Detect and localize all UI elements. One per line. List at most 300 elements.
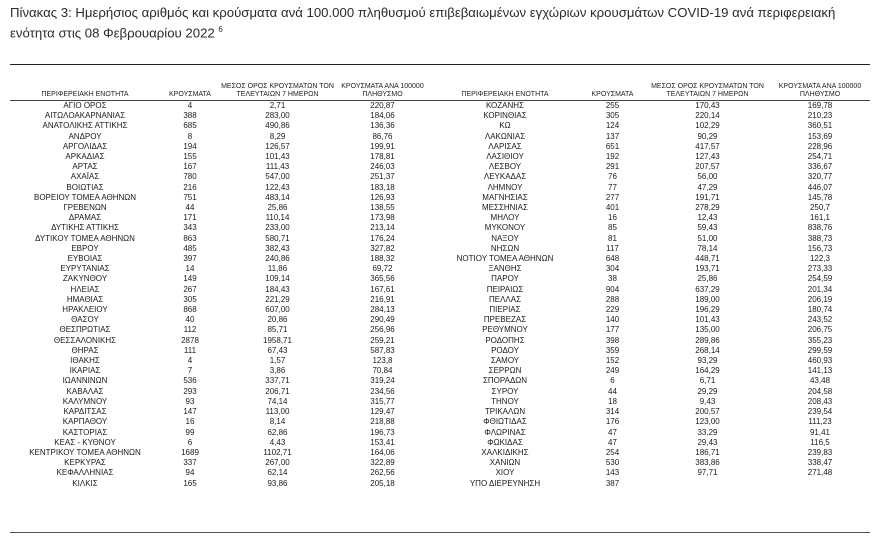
table-row bbox=[10, 254, 870, 264]
left-per100k-cell: 173,98 bbox=[370, 213, 395, 223]
right-per100k-cell: 388,73 bbox=[807, 233, 833, 243]
table-row bbox=[10, 142, 870, 152]
right-region-cell: ΠΕΛΛΑΣ bbox=[488, 294, 522, 304]
right-per100k-cell: 273,33 bbox=[807, 264, 833, 274]
right-region-cell: ΝΑΞΟΥ bbox=[491, 233, 519, 243]
left-cases-cell: 780 bbox=[183, 172, 197, 182]
right-cases-cell: 18 bbox=[608, 396, 617, 406]
table-caption-text: Πίνακας 3: Ημερήσιος αριθμός και κρούσματα ανά 100.000 πληθυσμού επιβεβαιωμένων εγχώριων κρουσμάτων COVID-19 ανά περιφερειακή ενότητα στις 08 Φεβρουαρίου 2022 bbox=[10, 5, 836, 41]
header-avg7-left: ΜΕΣΟΣ ΟΡΟΣ ΚΡΟΥΣΜΑΤΩΝ ΤΟΝ ΤΕΛΕΥΤΑΙΩΝ 7 ΗΜΕΡΩΝ bbox=[220, 80, 335, 101]
left-avg7-cell: 483,14 bbox=[265, 192, 290, 202]
table-row bbox=[10, 111, 870, 121]
left-cases-cell: 93 bbox=[185, 396, 195, 406]
right-region-cell: ΚΩ bbox=[499, 121, 511, 131]
left-region-cell: ΘΗΡΑΣ bbox=[71, 345, 99, 355]
right-per100k-cell: 122,3 bbox=[809, 254, 831, 264]
right-cases-cell: 81 bbox=[608, 233, 617, 243]
right-per100k-cell: 180,74 bbox=[807, 305, 833, 315]
table-row bbox=[10, 387, 870, 397]
right-avg7-cell: 97,71 bbox=[697, 468, 718, 478]
right-avg7-cell: 33,29 bbox=[697, 427, 718, 437]
right-region-cell: ΛΕΥΚΑΔΑΣ bbox=[483, 172, 527, 182]
table-top-rule bbox=[10, 64, 870, 65]
left-per100k-cell: 259,21 bbox=[370, 335, 395, 345]
right-avg7-cell: 448,71 bbox=[695, 254, 720, 264]
left-per100k-cell: 315,77 bbox=[370, 396, 395, 406]
table-bottom-rule bbox=[10, 532, 870, 533]
right-avg7-cell: 289,86 bbox=[695, 335, 720, 345]
left-region-cell: ΘΕΣΠΡΩΤΙΑΣ bbox=[59, 325, 111, 335]
left-per100k-cell: 256,96 bbox=[370, 325, 395, 335]
right-region-cell: ΡΟΔΟΠΗΣ bbox=[485, 335, 525, 345]
right-cases-cell: 314 bbox=[605, 407, 620, 417]
left-cases-cell: 293 bbox=[183, 386, 197, 396]
right-cases-cell: 648 bbox=[605, 254, 620, 264]
right-avg7-cell bbox=[645, 479, 770, 489]
left-cases-cell: 111 bbox=[183, 345, 197, 355]
right-region-cell: ΧΑΛΚΙΔΙΚΗΣ bbox=[481, 447, 529, 457]
right-cases-cell: 140 bbox=[605, 315, 620, 325]
right-per100k-cell: 111,23 bbox=[808, 417, 832, 427]
right-cases-cell: 44 bbox=[608, 386, 617, 396]
right-per100k-cell: 336,67 bbox=[807, 162, 833, 172]
left-avg7-cell: 109,14 bbox=[265, 274, 290, 284]
left-per100k-cell: 290,49 bbox=[370, 315, 395, 325]
left-region-cell: ΔΡΑΜΑΣ bbox=[68, 213, 102, 223]
table-row bbox=[10, 264, 870, 274]
header-cases-left: ΚΡΟΥΣΜΑΤΑ bbox=[160, 80, 220, 101]
right-avg7-cell: 189,00 bbox=[695, 294, 720, 304]
right-cases-cell: 177 bbox=[605, 325, 620, 335]
right-cases-cell: 305 bbox=[605, 111, 620, 121]
right-region-cell: ΛΑΡΙΣΑΣ bbox=[488, 141, 522, 151]
left-cases-cell: 8 bbox=[187, 131, 193, 141]
left-cases-cell: 165 bbox=[183, 478, 197, 488]
left-per100k-cell: 126,93 bbox=[370, 192, 395, 202]
table-row bbox=[10, 193, 870, 203]
right-per100k-cell: 201,34 bbox=[807, 284, 833, 294]
left-region-cell: ΒΟΙΩΤΙΑΣ bbox=[66, 182, 104, 192]
left-per100k-cell: 322,89 bbox=[370, 458, 395, 468]
right-avg7-cell: 170,43 bbox=[695, 101, 720, 110]
table-row bbox=[10, 325, 870, 335]
left-avg7-cell: 111,43 bbox=[265, 162, 290, 172]
left-per100k-cell: 129,47 bbox=[370, 407, 395, 417]
left-avg7-cell: 3,86 bbox=[269, 366, 286, 376]
right-region-cell: ΣΑΜΟΥ bbox=[490, 356, 520, 366]
right-region-cell: ΠΑΡΟΥ bbox=[491, 274, 519, 284]
right-region-cell: ΠΕΙΡΑΙΩΣ bbox=[486, 284, 524, 294]
right-avg7-cell: 135,00 bbox=[695, 325, 720, 335]
right-region-cell: ΥΠΟ ΔΙΕΡΕΥΝΗΣΗ bbox=[469, 478, 541, 488]
left-cases-cell: 16 bbox=[185, 417, 195, 427]
left-region-cell: ΙΚΑΡΙΑΣ bbox=[69, 366, 101, 376]
table-row bbox=[10, 162, 870, 172]
left-per100k-cell: 176,24 bbox=[370, 233, 395, 243]
left-avg7-cell: 20,86 bbox=[267, 315, 288, 325]
right-cases-cell: 192 bbox=[605, 152, 620, 162]
right-per100k-cell: 239,54 bbox=[807, 407, 833, 417]
right-per100k-cell: 320,77 bbox=[807, 172, 833, 182]
right-avg7-cell: 25,86 bbox=[697, 274, 718, 284]
left-region-cell: ΘΑΣΟΥ bbox=[71, 315, 99, 325]
left-avg7-cell: 113,00 bbox=[265, 407, 290, 417]
table-row bbox=[10, 152, 870, 162]
right-cases-cell: 398 bbox=[605, 335, 620, 345]
right-avg7-cell: 207,57 bbox=[695, 162, 720, 172]
right-cases-cell: 387 bbox=[605, 478, 620, 488]
right-per100k-cell: 254,71 bbox=[807, 152, 833, 162]
covid-cases-table bbox=[10, 80, 870, 489]
table-row bbox=[10, 132, 870, 142]
right-cases-cell: 152 bbox=[605, 356, 620, 366]
left-avg7-cell: 93,86 bbox=[267, 478, 288, 488]
right-cases-cell: 85 bbox=[608, 223, 617, 233]
right-per100k-cell: 43,48 bbox=[809, 376, 831, 386]
left-avg7-cell: 206,71 bbox=[265, 386, 290, 396]
right-per100k-cell: 460,93 bbox=[807, 356, 833, 366]
right-cases-cell: 124 bbox=[605, 121, 620, 131]
right-per100k-cell: 838,76 bbox=[807, 223, 833, 233]
table-row bbox=[10, 376, 870, 386]
left-avg7-cell: 184,43 bbox=[265, 284, 290, 294]
left-per100k-cell: 365,56 bbox=[370, 274, 395, 284]
right-avg7-cell: 186,71 bbox=[695, 447, 720, 457]
left-cases-cell: 397 bbox=[183, 254, 197, 264]
right-avg7-cell: 278,29 bbox=[695, 203, 720, 213]
left-cases-cell: 1689 bbox=[181, 447, 199, 457]
left-cases-cell: 171 bbox=[183, 213, 197, 223]
right-region-cell: ΣΥΡΟΥ bbox=[491, 386, 519, 396]
right-per100k-cell: 206,19 bbox=[807, 294, 833, 304]
right-cases-cell: 16 bbox=[608, 213, 617, 223]
left-region-cell: ΒΟΡΕΙΟΥ ΤΟΜΕΑ ΑΘΗΝΩΝ bbox=[33, 192, 137, 202]
right-cases-cell: 137 bbox=[605, 131, 620, 141]
table-body bbox=[10, 101, 870, 489]
left-cases-cell: 536 bbox=[183, 376, 197, 386]
left-per100k-cell: 216,91 bbox=[370, 294, 395, 304]
table-row bbox=[10, 234, 870, 244]
left-per100k-cell: 70,84 bbox=[372, 366, 393, 376]
left-per100k-cell: 183,18 bbox=[370, 182, 395, 192]
left-avg7-cell: 8,14 bbox=[269, 417, 286, 427]
right-cases-cell: 77 bbox=[608, 182, 617, 192]
left-cases-cell: 44 bbox=[185, 203, 195, 213]
right-per100k-cell: 250,7 bbox=[809, 203, 831, 213]
left-cases-cell: 868 bbox=[183, 305, 197, 315]
left-region-cell: ΑΓΙΟ ΟΡΟΣ bbox=[63, 101, 107, 110]
right-avg7-cell: 220,14 bbox=[695, 111, 720, 121]
right-region-cell: ΧΙΟΥ bbox=[495, 468, 515, 478]
header-per100k-right: ΚΡΟΥΣΜΑΤΑ ΑΝΑ 100000 ΠΛΗΘΥΣΜΟ bbox=[770, 80, 870, 101]
left-avg7-cell: 4,43 bbox=[269, 437, 286, 447]
right-per100k-cell: 161,1 bbox=[809, 213, 831, 223]
right-cases-cell: 530 bbox=[605, 458, 620, 468]
left-region-cell: ΑΝΑΤΟΛΙΚΗΣ ΑΤΤΙΚΗΣ bbox=[42, 121, 128, 131]
right-cases-cell: 904 bbox=[605, 284, 620, 294]
right-region-cell: ΡΟΔΟΥ bbox=[491, 345, 519, 355]
right-region-cell: ΜΗΛΟΥ bbox=[490, 213, 520, 223]
left-avg7-cell: 11,86 bbox=[267, 264, 288, 274]
left-region-cell: ΚΕΑΣ - ΚΥΘΝΟΥ bbox=[54, 437, 116, 447]
right-avg7-cell: 637,29 bbox=[695, 284, 720, 294]
left-cases-cell: 155 bbox=[183, 152, 197, 162]
right-region-cell: ΝΟΤΙΟΥ ΤΟΜΕΑ ΑΘΗΝΩΝ bbox=[456, 254, 554, 264]
right-per100k-cell: 210,23 bbox=[807, 111, 833, 121]
right-cases-cell: 277 bbox=[605, 192, 620, 202]
table-row bbox=[10, 244, 870, 254]
right-per100k-cell: 254,59 bbox=[807, 274, 833, 284]
left-avg7-cell: 8,29 bbox=[269, 131, 286, 141]
left-region-cell: ΑΡΚΑΔΙΑΣ bbox=[65, 152, 105, 162]
footnote-marker: 6 bbox=[218, 25, 223, 34]
right-region-cell: ΚΟΖΑΝΗΣ bbox=[485, 101, 525, 110]
right-region-cell: ΠΡΕΒΕΖΑΣ bbox=[483, 315, 527, 325]
left-region-cell: ΑΡΤΑΣ bbox=[72, 162, 98, 172]
right-avg7-cell: 200,57 bbox=[695, 407, 720, 417]
right-avg7-cell: 9,43 bbox=[699, 396, 716, 406]
left-cases-cell: 685 bbox=[183, 121, 197, 131]
left-per100k-cell: 184,06 bbox=[370, 111, 395, 121]
right-avg7-cell: 196,29 bbox=[695, 305, 720, 315]
left-avg7-cell: 126,57 bbox=[265, 141, 290, 151]
left-cases-cell: 343 bbox=[183, 223, 197, 233]
left-avg7-cell: 101,43 bbox=[265, 152, 290, 162]
left-per100k-cell: 153,41 bbox=[370, 437, 395, 447]
left-region-cell: ΚΕΦΑΛΛΗΝΙΑΣ bbox=[56, 468, 114, 478]
header-per100k-left: ΚΡΟΥΣΜΑΤΑ ΑΝΑ 100000 ΠΛΗΘΥΣΜΟ bbox=[335, 80, 430, 101]
right-region-cell: ΛΕΣΒΟΥ bbox=[488, 162, 522, 172]
table-row bbox=[10, 428, 870, 438]
left-avg7-cell: 110,14 bbox=[265, 213, 290, 223]
left-avg7-cell: 1958,71 bbox=[263, 335, 292, 345]
left-avg7-cell: 67,43 bbox=[267, 345, 288, 355]
left-region-cell: ΑΝΔΡΟΥ bbox=[68, 131, 102, 141]
left-per100k-cell: 246,03 bbox=[370, 162, 395, 172]
table-row bbox=[10, 356, 870, 366]
left-per100k-cell: 262,56 bbox=[370, 468, 395, 478]
left-avg7-cell: 607,00 bbox=[265, 305, 290, 315]
left-region-cell: ΓΡΕΒΕΝΩΝ bbox=[63, 203, 107, 213]
left-avg7-cell: 490,86 bbox=[265, 121, 290, 131]
right-avg7-cell: 127,43 bbox=[695, 152, 720, 162]
right-per100k-cell: 355,23 bbox=[807, 335, 833, 345]
left-cases-cell: 4 bbox=[187, 356, 193, 366]
right-region-cell: ΦΛΩΡΙΝΑΣ bbox=[484, 427, 526, 437]
left-per100k-cell: 284,13 bbox=[370, 305, 395, 315]
table-row bbox=[10, 479, 870, 489]
right-cases-cell: 176 bbox=[605, 417, 620, 427]
left-region-cell: ΘΕΣΣΑΛΟΝΙΚΗΣ bbox=[53, 335, 117, 345]
left-per100k-cell: 86,76 bbox=[372, 131, 393, 141]
left-region-cell: ΔΥΤΙΚΟΥ ΤΟΜΕΑ ΑΘΗΝΩΝ bbox=[35, 233, 135, 243]
right-avg7-cell: 268,14 bbox=[695, 345, 720, 355]
left-cases-cell: 149 bbox=[183, 274, 197, 284]
left-region-cell: ΑΙΤΩΛΟΑΚΑΡΝΑΝΙΑΣ bbox=[44, 111, 126, 121]
left-cases-cell: 337 bbox=[183, 458, 197, 468]
right-avg7-cell: 191,71 bbox=[695, 192, 720, 202]
left-per100k-cell: 587,83 bbox=[370, 345, 395, 355]
right-per100k-cell: 153,69 bbox=[807, 131, 833, 141]
header-region-left: ΠΕΡΙΦΕΡΕΙΑΚΗ ΕΝΟΤΗΤΑ bbox=[10, 80, 160, 101]
table-row bbox=[10, 295, 870, 305]
right-cases-cell: 359 bbox=[605, 345, 620, 355]
table-row bbox=[10, 366, 870, 376]
right-cases-cell: 651 bbox=[605, 141, 620, 151]
right-avg7-cell: 47,29 bbox=[697, 182, 718, 192]
left-per100k-cell: 138,55 bbox=[370, 203, 395, 213]
left-avg7-cell: 2,71 bbox=[269, 101, 286, 110]
right-per100k-cell: 239,83 bbox=[807, 447, 833, 457]
left-per100k-cell: 319,24 bbox=[370, 376, 395, 386]
left-region-cell: ΑΡΓΟΛΙΔΑΣ bbox=[62, 141, 108, 151]
left-per100k-cell: 251,37 bbox=[370, 172, 395, 182]
table-caption bbox=[10, 4, 870, 41]
left-per100k-cell: 196,73 bbox=[370, 427, 395, 437]
left-avg7-cell: 283,00 bbox=[265, 111, 290, 121]
right-cases-cell: 47 bbox=[608, 427, 617, 437]
left-avg7-cell: 240,86 bbox=[265, 254, 290, 264]
right-per100k-cell: 228,96 bbox=[807, 141, 833, 151]
right-per100k-cell: 208,43 bbox=[807, 396, 833, 406]
right-avg7-cell: 164,29 bbox=[695, 366, 720, 376]
right-region-cell: ΣΠΟΡΑΔΩΝ bbox=[482, 376, 528, 386]
left-avg7-cell: 85,71 bbox=[267, 325, 288, 335]
right-avg7-cell: 29,29 bbox=[697, 386, 718, 396]
left-region-cell: ΚΑΣΤΟΡΙΑΣ bbox=[62, 427, 108, 437]
right-avg7-cell: 123,00 bbox=[695, 417, 720, 427]
right-avg7-cell: 59,43 bbox=[697, 223, 718, 233]
right-region-cell: ΜΥΚΟΝΟΥ bbox=[484, 223, 526, 233]
left-avg7-cell: 122,43 bbox=[265, 182, 290, 192]
left-cases-cell: 267 bbox=[183, 284, 197, 294]
right-region-cell: ΦΘΙΩΤΙΔΑΣ bbox=[483, 417, 527, 427]
left-region-cell: ΚΑΛΥΜΝΟΥ bbox=[62, 396, 108, 406]
left-avg7-cell: 74,14 bbox=[267, 396, 288, 406]
right-per100k-cell: 446,07 bbox=[807, 182, 833, 192]
table-row bbox=[10, 213, 870, 223]
left-per100k-cell: 123,8 bbox=[372, 356, 393, 366]
right-per100k-cell: 338,47 bbox=[807, 458, 833, 468]
left-cases-cell: 112 bbox=[183, 325, 197, 335]
table-row bbox=[10, 407, 870, 417]
table-row bbox=[10, 203, 870, 213]
right-per100k-cell: 141,13 bbox=[807, 366, 833, 376]
right-region-cell: ΞΑΝΘΗΣ bbox=[488, 264, 522, 274]
right-region-cell: ΛΗΜΝΟΥ bbox=[487, 182, 523, 192]
right-per100k-cell: 169,78 bbox=[807, 101, 833, 110]
left-region-cell: ΚΙΛΚΙΣ bbox=[72, 478, 98, 488]
right-avg7-cell: 29,43 bbox=[697, 437, 718, 447]
left-region-cell: ΚΑΡΔΙΤΣΑΣ bbox=[63, 407, 107, 417]
left-avg7-cell: 547,00 bbox=[265, 172, 290, 182]
right-cases-cell: 38 bbox=[608, 274, 617, 284]
right-avg7-cell: 383,86 bbox=[695, 458, 720, 468]
table-row bbox=[10, 101, 870, 112]
left-cases-cell: 14 bbox=[185, 264, 195, 274]
left-avg7-cell: 1,57 bbox=[269, 356, 286, 366]
left-per100k-cell: 69,72 bbox=[372, 264, 393, 274]
left-per100k-cell: 188,32 bbox=[370, 254, 395, 264]
left-avg7-cell: 62,14 bbox=[267, 468, 288, 478]
right-cases-cell: 304 bbox=[605, 264, 620, 274]
right-cases-cell: 76 bbox=[608, 172, 617, 182]
left-avg7-cell: 382,43 bbox=[265, 243, 290, 253]
left-avg7-cell: 62,86 bbox=[267, 427, 288, 437]
right-region-cell: ΡΕΘΥΜΝΟΥ bbox=[482, 325, 528, 335]
right-cases-cell: 6 bbox=[610, 376, 615, 386]
table-row bbox=[10, 346, 870, 356]
left-per100k-cell: 213,14 bbox=[370, 223, 395, 233]
left-per100k-cell: 199,91 bbox=[370, 141, 395, 151]
left-cases-cell: 216 bbox=[183, 182, 197, 192]
left-per100k-cell: 205,18 bbox=[370, 478, 395, 488]
left-region-cell: ΔΥΤΙΚΗΣ ΑΤΤΙΚΗΣ bbox=[51, 223, 119, 233]
right-avg7-cell: 93,29 bbox=[697, 356, 718, 366]
left-cases-cell: 305 bbox=[183, 294, 197, 304]
right-avg7-cell: 102,29 bbox=[695, 121, 720, 131]
right-cases-cell: 117 bbox=[606, 243, 619, 253]
right-region-cell: ΛΑΣΙΘΙΟΥ bbox=[486, 152, 524, 162]
right-cases-cell: 229 bbox=[605, 305, 620, 315]
right-region-cell: ΤΗΝΟΥ bbox=[491, 396, 519, 406]
right-per100k-cell: 360,51 bbox=[807, 121, 833, 131]
table-row bbox=[10, 336, 870, 346]
right-avg7-cell: 12,43 bbox=[697, 213, 718, 223]
right-per100k-cell: 206,75 bbox=[807, 325, 833, 335]
left-cases-cell: 4 bbox=[187, 101, 193, 110]
right-cases-cell: 255 bbox=[605, 101, 620, 110]
left-region-cell: ΙΘΑΚΗΣ bbox=[70, 356, 100, 366]
left-region-cell: ΗΜΑΘΙΑΣ bbox=[66, 294, 104, 304]
left-cases-cell: 40 bbox=[185, 315, 195, 325]
right-region-cell: ΤΡΙΚΑΛΩΝ bbox=[484, 407, 526, 417]
right-avg7-cell: 90,29 bbox=[697, 131, 718, 141]
left-per100k-cell: 327,82 bbox=[370, 243, 395, 253]
right-cases-cell: 401 bbox=[605, 203, 620, 213]
left-per100k-cell: 164,06 bbox=[370, 447, 395, 457]
left-cases-cell: 167 bbox=[183, 162, 197, 172]
table-row bbox=[10, 183, 870, 193]
right-per100k-cell: 91,41 bbox=[809, 427, 831, 437]
table-row bbox=[10, 172, 870, 182]
table-row bbox=[10, 448, 870, 458]
left-per100k-cell: 218,88 bbox=[370, 417, 395, 427]
left-cases-cell: 751 bbox=[183, 192, 197, 202]
left-cases-cell: 194 bbox=[183, 141, 197, 151]
right-per100k-cell: 156,73 bbox=[807, 243, 833, 253]
right-avg7-cell: 56,00 bbox=[697, 172, 718, 182]
left-region-cell: ΗΛΕΙΑΣ bbox=[70, 284, 100, 294]
header-avg7-right: ΜΕΣΟΣ ΟΡΟΣ ΚΡΟΥΣΜΑΤΩΝ ΤΟΝ ΤΕΛΕΥΤΑΙΩΝ 7 ΗΜΕΡΩΝ bbox=[645, 80, 770, 101]
left-region-cell: ΕΥΡΥΤΑΝΙΑΣ bbox=[60, 264, 110, 274]
left-region-cell: ΑΧΑΪΑΣ bbox=[70, 172, 100, 182]
right-region-cell: ΠΙΕΡΙΑΣ bbox=[489, 305, 521, 315]
table-row bbox=[10, 397, 870, 407]
table-row bbox=[10, 285, 870, 295]
right-avg7-cell: 193,71 bbox=[695, 264, 720, 274]
table-row bbox=[10, 223, 870, 233]
table-header-row bbox=[10, 80, 870, 101]
right-per100k-cell: 116,5 bbox=[810, 437, 830, 447]
table-row bbox=[10, 438, 870, 448]
right-per100k-cell: 145,78 bbox=[807, 192, 833, 202]
left-cases-cell: 7 bbox=[187, 366, 193, 376]
right-region-cell: ΜΑΓΝΗΣΙΑΣ bbox=[482, 192, 528, 202]
table-row bbox=[10, 274, 870, 284]
right-avg7-cell: 51,00 bbox=[697, 233, 718, 243]
right-avg7-cell: 78,14 bbox=[697, 243, 718, 253]
